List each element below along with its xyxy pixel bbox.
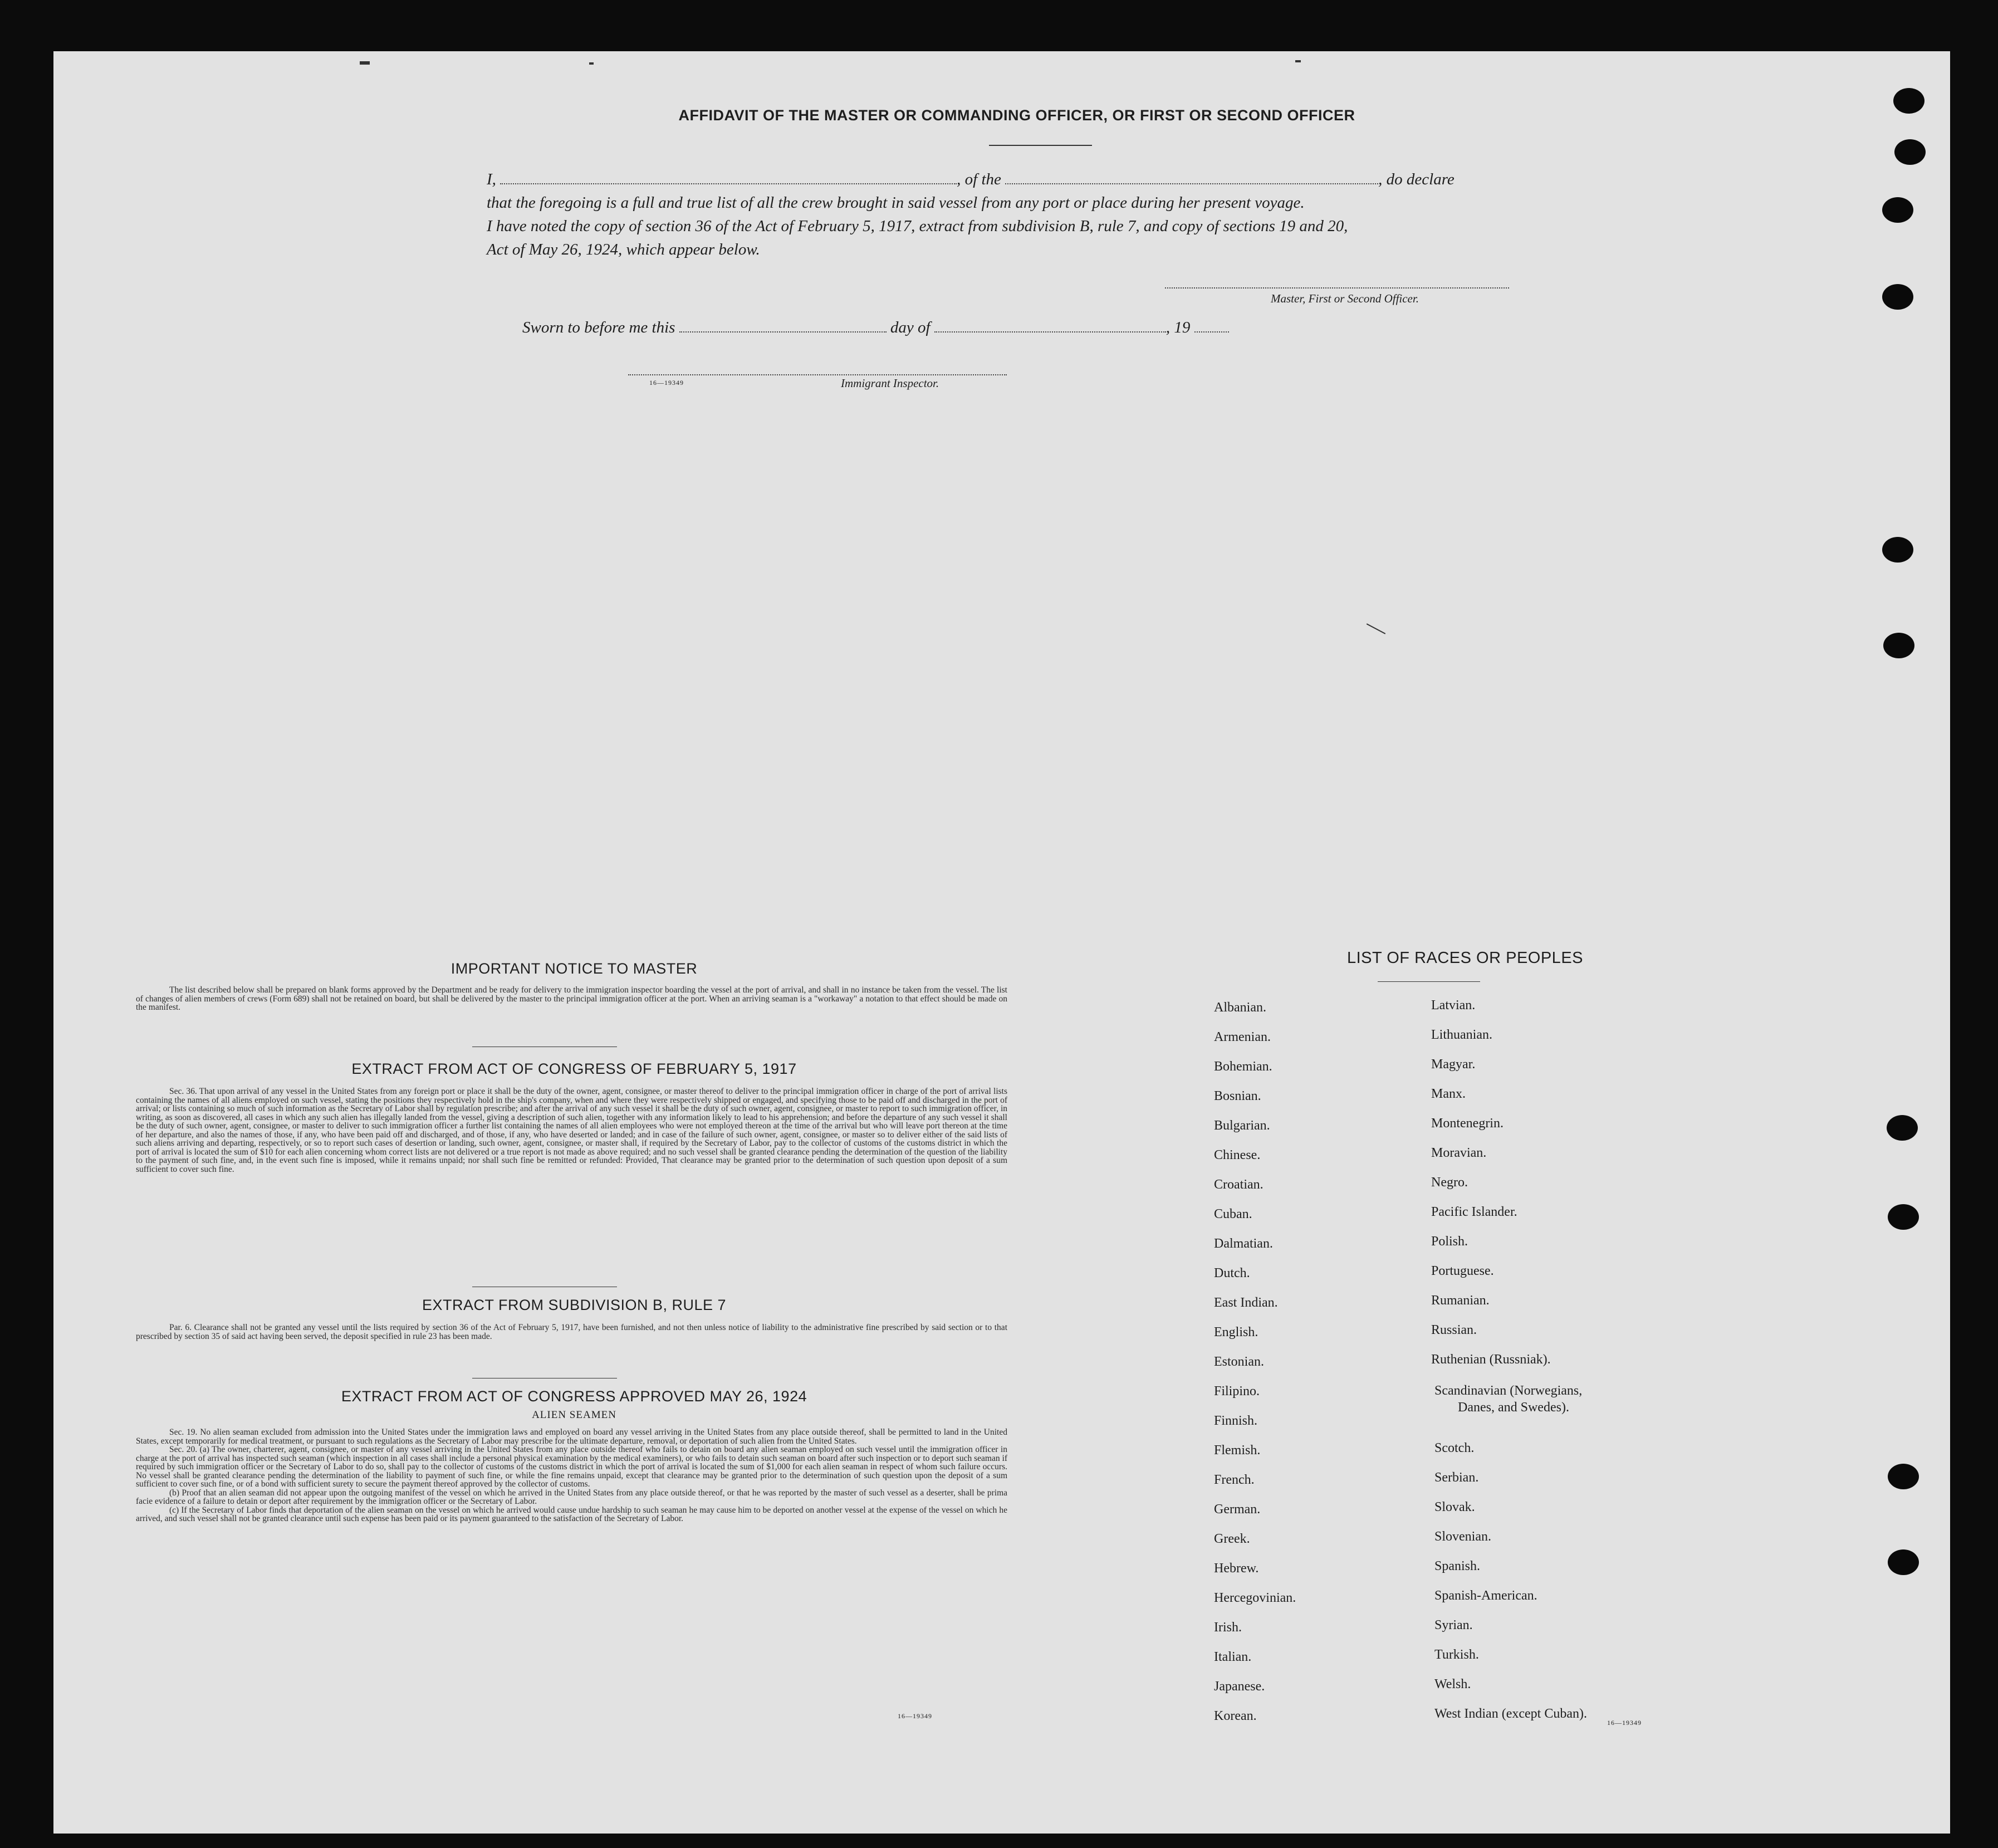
extract-1924-title: EXTRACT FROM ACT OF CONGRESS APPROVED MAY 26, 1924 (341, 1388, 807, 1405)
races-form-number: 16—19349 (1607, 1719, 1642, 1727)
stray-mark (1367, 623, 1385, 634)
races-title-underline (1378, 981, 1480, 982)
race-item: Scandinavian (Norwegians, (1434, 1383, 1583, 1398)
race-item: Slovak. (1434, 1500, 1475, 1514)
binder-hole (1888, 1549, 1919, 1575)
binder-hole (1882, 537, 1913, 563)
binder-hole (1893, 88, 1924, 114)
binder-hole (1887, 1115, 1918, 1141)
race-item: Albanian. (1214, 1000, 1266, 1015)
race-item: Bohemian. (1214, 1059, 1272, 1074)
race-item: Latvian. (1431, 998, 1476, 1013)
race-item: Portuguese. (1431, 1264, 1494, 1278)
race-item: Armenian. (1214, 1030, 1271, 1044)
race-item: Rumanian. (1431, 1293, 1490, 1308)
sec20a-text: Sec. 20. (a) The owner, charterer, agent, consignee, or master of any vessel arriving in the United States from any place outside thereof who fails to detain on board any alien seaman employed on such vessel until the immigration officer in charge at the port of arrival has inspected such seaman (which inspection in all cases shall include a personal physical examination by the medical examiners), or who fails to detain such seaman on board after such inspection or to deport such seaman if required by such immigration officer or the Secretary of Labor to do so, shall pay to the collector of customs of the customs district in which the port of arrival is located the sum of $1,000 for each alien seaman in respect of whom such failure occurs. No vessel shall be granted clearance pending the determination of the liability to payment of such fine, or while the fine remains unpaid, except that clearance may be granted prior to the determination of such question upon the deposit of a sum sufficient to cover such fine, or of a bond with sufficient surety to secure the payment thereof approved by the collector of customs. (136, 1445, 1007, 1489)
stray-mark (360, 61, 370, 65)
sec20b-text: (b) Proof that an alien seaman did not appear upon the outgoing manifest of the vessel on which he arrived in the United States from any place outside thereof, or that he was reported by the master of such vessel as a deserter, shall be prima facie evidence of a failure to detain or deport after requirement by the immigration officer or the Secretary of Labor. (136, 1488, 1007, 1506)
extract-1917-body: Sec. 36. That upon arrival of any vessel in the United States from any foreign port or place it shall be the duty of the owner, agent, consignee, or master thereof to deliver to the principal immigration officer in charge of the port of arrival lists containing the names of all aliens employed on such vessel, stating the positions they respectively hold in the ship's company, when and where they were respectively shipped or engaged, and specifying those to be paid off and discharged in the port of arrival; or lists containing so much of such information as the Secretary of Labor shall by regulation prescribe; and after the arrival of any such vessel it shall be the duty of such owner, agent, consignee, or master to report to such immigration officer, in writing, as soon as discovered, all cases in which any such alien has illegally landed from the vessel, giving a description of such alien, together with any information likely to lead to his apprehension; and before the departure of any such vessel it shall be the duty of such owner, agent, consignee, or master to deliver to such immigration officer a further list containing the names of all alien employees who were not employed thereon at the time of the arrival but who will leave port thereon at the time of her departure, and also the names of those, if any, who have been paid off and discharged, and of those, if any, who have deserted or landed; and in case of the failure of such owner, agent, consignee, or master so to deliver either of the said lists of such aliens arriving and departing, respectively, or so to report such cases of desertion or landing, such owner, agent, consignee, or master shall, if required by the Secretary of Labor, pay to the collector of customs of the customs district in which the port of arrival is located the sum of $10 for each alien concerning whom correct lists are not delivered or a true report is not made as above required; and no such vessel shall be granted clearance pending the determination of the question of the liability to the payment of such fine, and, in the event such fine is imposed, while it remains unpaid; nor shall such fine be remitted or refunded: Provided, That clearance may be granted prior to the determination of such question upon deposit of a sum sufficient to cover such fine. (136, 1087, 1007, 1174)
master-signature-blank[interactable] (1165, 287, 1509, 289)
binder-hole (1888, 1204, 1919, 1230)
race-item: West Indian (except Cuban). (1434, 1707, 1587, 1721)
race-item: Negro. (1431, 1175, 1468, 1190)
race-item: Estonian. (1214, 1355, 1264, 1369)
race-item: Irish. (1214, 1620, 1242, 1635)
affidavit-title: AFFIDAVIT OF THE MASTER OR COMMANDING OFFICER, OR FIRST OR SECOND OFFICER (678, 107, 1355, 124)
race-item: Chinese. (1214, 1148, 1261, 1162)
race-item: Manx. (1431, 1087, 1466, 1101)
race-item: Ruthenian (Russniak). (1431, 1352, 1551, 1367)
declaration-body-line4: Act of May 26, 1924, which appear below. (487, 241, 760, 258)
race-item-continuation: Danes, and Swedes). (1458, 1400, 1569, 1415)
binder-hole (1888, 1464, 1919, 1489)
form-page (53, 51, 1950, 1834)
race-item: Turkish. (1434, 1647, 1479, 1662)
race-item: Bulgarian. (1214, 1118, 1270, 1133)
race-item: Hebrew. (1214, 1561, 1259, 1576)
race-item: Korean. (1214, 1709, 1257, 1723)
alien-seamen-subtitle: ALIEN SEAMEN (532, 1409, 616, 1421)
vessel-name-blank[interactable] (1005, 172, 1378, 184)
sec20c-text: (c) If the Secretary of Labor finds that deportation of the alien seaman on the vessel on which he arrived would cause undue hardship to such seaman he may cause him to be deported on another vessel at the expense of the vessel on which he arrived, and such vessel shall not be granted clearance until such expense has been paid or its payment guaranteed to the satisfaction of the Secretary of Labor. (136, 1505, 1007, 1523)
stray-mark (589, 62, 594, 65)
race-item: Russian. (1431, 1323, 1477, 1337)
binder-hole (1882, 197, 1913, 223)
officer-name-blank[interactable] (500, 172, 957, 184)
race-item: Cuban. (1214, 1207, 1252, 1221)
inspector-label: Immigrant Inspector. (841, 377, 939, 390)
race-item: Filipino. (1214, 1384, 1260, 1399)
binder-hole (1894, 139, 1926, 165)
race-item: Spanish. (1434, 1559, 1481, 1573)
affidavit-form-number: 16—19349 (649, 379, 684, 387)
binder-hole (1883, 633, 1914, 658)
race-item: Slovenian. (1434, 1529, 1491, 1544)
race-item: Japanese. (1214, 1679, 1265, 1694)
race-item: Pacific Islander. (1431, 1205, 1517, 1219)
race-item: Moravian. (1431, 1146, 1487, 1160)
race-item: Dalmatian. (1214, 1236, 1273, 1251)
sworn-month-blank[interactable] (934, 320, 1166, 333)
race-item: Italian. (1214, 1650, 1252, 1664)
race-item: Montenegrin. (1431, 1116, 1504, 1131)
declaration-line (487, 170, 1455, 189)
sworn-day-blank[interactable] (679, 320, 887, 333)
race-item: Spanish-American. (1434, 1588, 1537, 1603)
sworn-year-blank[interactable] (1194, 320, 1229, 333)
race-item: French. (1214, 1473, 1255, 1487)
declaration-declare: , do declare (1378, 170, 1455, 188)
race-item: Greek. (1214, 1532, 1250, 1546)
notice-body: The list described below shall be prepared on blank forms approved by the Department and be ready for delivery to the immigration inspector boarding the vessel at the port of arrival, and shall in no instance be taken from the vessel. The list of changes of alien members of crews (Form 689) shall not be retained on board, but shall be delivered by the master to the principal immigration officer at the port. When an arriving seaman is a "workaway" a notation to that effect should be made on the manifest. (136, 985, 1007, 1012)
race-item: Magyar. (1431, 1057, 1476, 1072)
sec19-text: Sec. 19. No alien seaman excluded from admission into the United States under the immigration laws and employed on board any vessel arriving in the United States from any place outside thereof, shall be permitted to land in the United States, except temporarily for medical treatment, or pursuant to such regulations as the Secretary of Labor may prescribe for the ultimate departure, removal, or deportation of such alien from the United States. (136, 1427, 1007, 1446)
extract-1917-title: EXTRACT FROM ACT OF CONGRESS OF FEBRUARY 5, 1917 (351, 1060, 797, 1077)
sworn-before-label: Sworn to before me this (522, 319, 675, 336)
extract-form-number: 16—19349 (898, 1712, 932, 1720)
races-title: LIST OF RACES OR PEOPLES (1346, 949, 1584, 967)
race-item: Lithuanian. (1431, 1028, 1492, 1042)
extract-1924-body (136, 1428, 1007, 1523)
race-item: Syrian. (1434, 1618, 1473, 1632)
notice-title: IMPORTANT NOTICE TO MASTER (450, 960, 698, 977)
race-item: Dutch. (1214, 1266, 1250, 1280)
declaration-i: I, (487, 170, 496, 188)
stray-mark (1295, 60, 1301, 62)
binder-hole (1882, 284, 1913, 310)
sworn-year-prefix: , 19 (1166, 319, 1191, 336)
race-item: English. (1214, 1325, 1258, 1339)
extract-rule7-body: Par. 6. Clearance shall not be granted any vessel until the lists required by section 36 of the Act of February 5, 1917, have been furnished, and not then unless notice of liability to the administrative fine prescribed by said section or to that prescribed by section 35 of said act having been served, the deposit specified in rule 23 has been made. (136, 1323, 1007, 1341)
sworn-day-of-label: day of (890, 319, 931, 336)
declaration-of-the: , of the (957, 170, 1001, 188)
master-signature-label: Master, First or Second Officer. (1271, 292, 1419, 305)
race-item: East Indian. (1214, 1295, 1278, 1310)
race-item: Croatian. (1214, 1177, 1264, 1192)
race-item: Hercegovinian. (1214, 1591, 1296, 1605)
title-underline (989, 145, 1092, 146)
extract-rule7-title: EXTRACT FROM SUBDIVISION B, RULE 7 (422, 1297, 727, 1313)
race-item: German. (1214, 1502, 1261, 1517)
declaration-body-line2: that the foregoing is a full and true list of all the crew brought in said vessel from any port or place during her present voyage. (487, 194, 1305, 212)
race-item: Polish. (1431, 1234, 1468, 1249)
sworn-line (522, 319, 1229, 337)
inspector-signature-blank[interactable] (628, 374, 1007, 375)
race-item: Welsh. (1434, 1677, 1471, 1691)
race-item: Serbian. (1434, 1470, 1479, 1485)
race-item: Bosnian. (1214, 1089, 1261, 1103)
race-item: Finnish. (1214, 1414, 1258, 1428)
race-item: Flemish. (1214, 1443, 1261, 1458)
race-item: Scotch. (1434, 1441, 1475, 1455)
declaration-body-line3: I have noted the copy of section 36 of the Act of February 5, 1917, extract from subdivision B, rule 7, and copy of sections 19 and 20, (487, 217, 1348, 235)
